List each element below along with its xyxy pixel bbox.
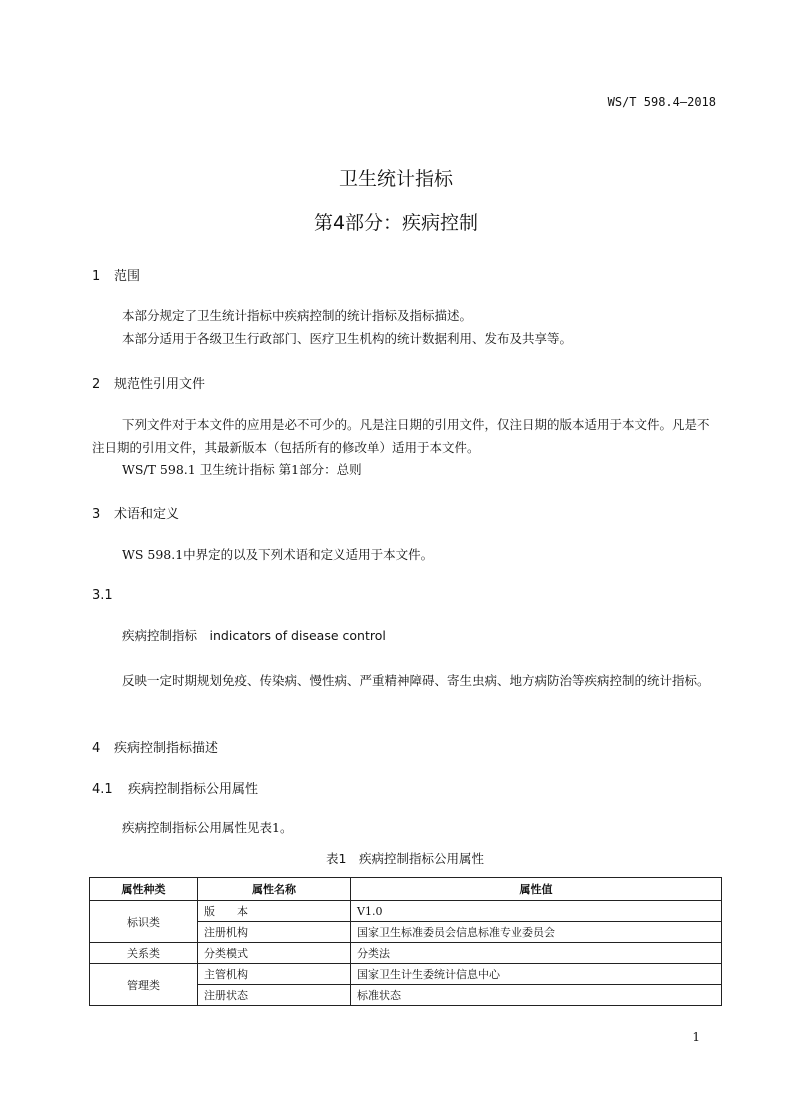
table-cell-name: 注册机构 [198, 922, 351, 943]
section-2-paragraph-1: 下列文件对于本文件的应用是必不可少的。凡是注日期的引用文件，仅注日期的版本适用于本文件。凡是不注日期的引用文件，其最新版本（包括所有的修改单）适用于本文件。 [92, 417, 710, 455]
section-number: 2 [92, 377, 101, 392]
table-cell-name: 分类模式 [198, 943, 351, 964]
table-header: 属性名称 [198, 878, 351, 901]
subsection-title: 疾病控制指标公用属性 [128, 782, 259, 797]
section-number: 4 [92, 741, 101, 756]
table-cell-category: 关系类 [90, 943, 198, 964]
table-header: 属性种类 [90, 878, 198, 901]
subsection-4-1-heading [92, 778, 258, 797]
attribute-table [89, 877, 722, 1006]
section-1-paragraph-2: 本部分适用于各级卫生行政部门、医疗卫生机构的统计数据利用、发布及共享等。 [122, 331, 573, 346]
table-cell-name: 版 本 [198, 901, 351, 922]
table-cell-category: 标识类 [90, 901, 198, 943]
page-number: 1 [692, 1030, 700, 1044]
section-title: 术语和定义 [114, 507, 180, 522]
table-cell-value: V1.0 [351, 901, 722, 922]
section-number: 1 [92, 269, 101, 284]
document-subtitle: 第4部分：疾病控制 [313, 212, 479, 234]
table-cell-value: 标准状态 [351, 985, 722, 1006]
table-row [90, 901, 722, 922]
section-4-paragraph-1: 疾病控制指标公用属性见表1。 [122, 820, 293, 835]
section-4-heading [92, 737, 218, 756]
table-cell-name: 注册状态 [198, 985, 351, 1006]
table-cell-name: 主管机构 [198, 964, 351, 985]
section-1-paragraph-1: 本部分规定了卫生统计指标中疾病控制的统计指标及指标描述。 [122, 308, 473, 323]
document-number: WS/T 598.4—2018 [607, 95, 716, 109]
section-3-heading [92, 503, 179, 522]
table-row [90, 943, 722, 964]
section-2-reference: WS/T 598.1 卫生统计指标 第1部分：总则 [122, 462, 362, 477]
term-entry [92, 624, 716, 647]
section-title: 范围 [114, 269, 141, 284]
table-header: 属性值 [351, 878, 722, 901]
table-cell-value: 国家卫生标准委员会信息标准专业委员会 [351, 922, 722, 943]
table-header-row [90, 878, 722, 901]
section-1-heading [92, 265, 140, 284]
term-number: 3.1 [92, 588, 113, 603]
term-chinese: 疾病控制指标 [122, 628, 198, 643]
subsection-number: 4.1 [92, 782, 113, 797]
term-english: indicators of disease control [209, 628, 386, 643]
table-cell-category: 管理类 [90, 964, 198, 1006]
table-cell-value: 分类法 [351, 943, 722, 964]
table-cell-value: 国家卫生计生委统计信息中心 [351, 964, 722, 985]
section-title: 疾病控制指标描述 [114, 741, 219, 756]
term-definition: 反映一定时期规划免疫、传染病、慢性病、严重精神障碍、寄生虫病、地方病防治等疾病控制的统计指标。 [122, 673, 710, 688]
section-title: 规范性引用文件 [114, 377, 206, 392]
section-3-paragraph-1: WS 598.1中界定的以及下列术语和定义适用于本文件。 [122, 547, 434, 562]
section-2-heading [92, 373, 205, 392]
table-caption: 表1 疾病控制指标公用属性 [326, 851, 484, 866]
section-number: 3 [92, 507, 101, 522]
document-title: 卫生统计指标 [338, 168, 453, 190]
table-row [90, 964, 722, 985]
